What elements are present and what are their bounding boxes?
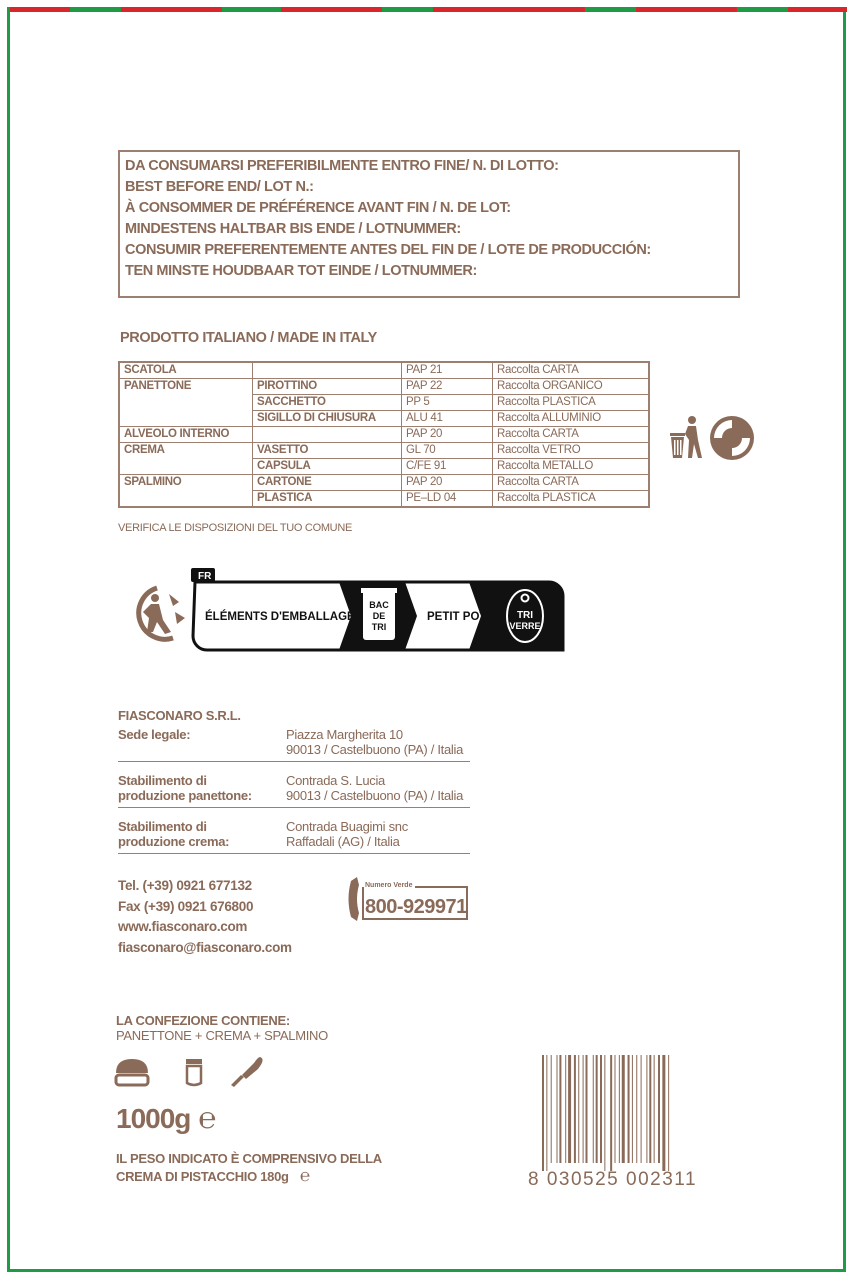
triman-info	[125, 568, 567, 657]
part-cell: SACCHETTO	[253, 395, 402, 411]
value-line: Piazza Margherita 10	[286, 727, 403, 742]
table-row	[119, 411, 649, 427]
table-row	[119, 379, 649, 395]
small-jar-label: PETIT POT	[427, 611, 487, 623]
barcode-digits: 8 030525 002311	[528, 1169, 698, 1189]
barcode-bar	[622, 1055, 625, 1163]
address-label	[118, 773, 286, 803]
recycling-icons	[668, 414, 758, 469]
contact-info	[118, 876, 292, 958]
label-line: Sede legale:	[118, 727, 191, 742]
table-row	[119, 362, 649, 379]
barcode-bar	[593, 1055, 594, 1163]
packaging-label: ÉLÉMENTS D'EMBALLAGE	[205, 611, 355, 623]
best-before-line: BEST BEFORE END/ LOT N.:	[125, 179, 314, 195]
barcode-bar	[632, 1055, 633, 1163]
part-cell	[253, 362, 402, 379]
barcode-bar	[578, 1055, 579, 1163]
estimated-sign-icon: ℮	[299, 1166, 310, 1185]
part-cell: VASETTO	[253, 443, 402, 459]
address-label	[118, 819, 286, 849]
barcode-bar	[628, 1055, 630, 1163]
code-cell: PAP 20	[402, 475, 493, 491]
barcode-bar	[636, 1055, 637, 1163]
contents-icons	[112, 1055, 272, 1094]
barcode	[526, 1055, 716, 1194]
code-cell: PAP 21	[402, 362, 493, 379]
barcode-bar	[568, 1055, 571, 1163]
value-line: Contrada S. Lucia	[286, 773, 385, 788]
address-label	[118, 727, 286, 757]
barcode-bar	[654, 1055, 655, 1163]
code-cell: PP 5	[402, 395, 493, 411]
local-rules-note: VERIFICA LE DISPOSIZIONI DEL TUO COMUNE	[118, 522, 353, 534]
disposal-cell: Raccolta METALLO	[493, 459, 650, 475]
label-line: Stabilimento di	[118, 773, 207, 788]
recycling-table	[118, 361, 650, 508]
address-row	[118, 772, 470, 808]
net-weight	[116, 1102, 215, 1136]
country-code: FR	[198, 571, 212, 582]
label-line: produzione panettone:	[118, 788, 252, 803]
bin-word: DE	[372, 611, 386, 621]
estimated-sign-icon: ℮	[198, 1102, 216, 1135]
weight-note-line: IL PESO INDICATO È COMPRENSIVO DELLA	[116, 1151, 382, 1166]
contents-items: PANETTONE + CREMA + SPALMINO	[116, 1028, 328, 1043]
disposal-cell: Raccolta VETRO	[493, 443, 650, 459]
barcode-bar	[574, 1055, 576, 1163]
package-contents	[116, 1013, 328, 1043]
spreader-icon	[231, 1057, 263, 1087]
part-cell: CARTONE	[253, 475, 402, 491]
jar-icon	[186, 1059, 202, 1085]
address-row	[118, 818, 470, 854]
bin-word: TRI	[516, 610, 534, 621]
address-value	[286, 773, 463, 803]
triman-icon	[139, 588, 185, 639]
best-before-box	[118, 150, 740, 298]
item-cell	[119, 491, 253, 508]
barcode-bar	[649, 1055, 651, 1163]
numero-verde-label: Numero Verde	[365, 882, 413, 889]
barcode-bar	[662, 1055, 665, 1171]
value-line: Contrada Buagimi snc	[286, 819, 408, 834]
code-cell: PAP 22	[402, 379, 493, 395]
disposal-cell: Raccolta CARTA	[493, 427, 650, 443]
barcode-bar	[586, 1055, 588, 1163]
barcode-bar	[551, 1055, 552, 1163]
code-cell: PAP 20	[402, 427, 493, 443]
address-row	[118, 726, 470, 762]
barcode-bar	[646, 1055, 647, 1163]
label-line: Stabilimento di	[118, 819, 207, 834]
best-before-line: MINDESTENS HALTBAR BIS ENDE / LOTNUMMER:	[125, 221, 461, 237]
code-cell: ALU 41	[402, 411, 493, 427]
barcode-bars	[542, 1055, 669, 1171]
item-cell	[119, 411, 253, 427]
address-value	[286, 727, 463, 757]
company-name: FIASCONARO S.R.L.	[118, 708, 241, 723]
barcode-bar	[542, 1055, 544, 1171]
item-cell: CREMA	[119, 443, 253, 459]
barcode-bar	[596, 1055, 598, 1163]
table-row	[119, 395, 649, 411]
table-row	[119, 491, 649, 508]
barcode-bar	[668, 1055, 669, 1171]
barcode-bar	[610, 1055, 612, 1171]
barcode-bar	[641, 1055, 642, 1163]
part-cell: SIGILLO DI CHIUSURA	[253, 411, 402, 427]
barcode-bar	[600, 1055, 602, 1163]
disposal-cell: Raccolta ORGANICO	[493, 379, 650, 395]
barcode-bar	[583, 1055, 584, 1163]
value-line: Raffadali (AG) / Italia	[286, 834, 400, 849]
weight-note-text: CREMA DI PISTACCHIO 180g	[116, 1169, 289, 1184]
disposal-cell: Raccolta CARTA	[493, 362, 650, 379]
disposal-cell: Raccolta PLASTICA	[493, 395, 650, 411]
best-before-line: À CONSOMMER DE PRÉFÉRENCE AVANT FIN / N. DE LOT:	[125, 200, 511, 216]
phone-handset-icon	[349, 877, 360, 921]
barcode-bar	[658, 1055, 660, 1163]
item-cell: SCATOLA	[124, 364, 177, 376]
website-link[interactable]: www.fiasconaro.com	[118, 919, 248, 934]
barcode-bar	[604, 1055, 605, 1171]
table-row	[119, 443, 649, 459]
item-cell: ALVEOLO INTERNO	[119, 427, 253, 443]
item-cell: PANETTONE	[119, 379, 253, 395]
bin-word: TRI	[371, 622, 387, 632]
disposal-cell: Raccolta ALLUMINIO	[493, 411, 650, 427]
disposal-cell: Raccolta PLASTICA	[493, 491, 650, 508]
best-before-line: TEN MINSTE HOUDBAAR TOT EINDE / LOTNUMMER:	[125, 263, 477, 279]
code-cell: C/FE 91	[402, 459, 493, 475]
value-line: 90013 / Castelbuono (PA) / Italia	[286, 788, 464, 803]
numero-verde-number: 800-929971	[365, 896, 467, 918]
weight-note-line	[116, 1167, 382, 1185]
tidyman-bin-icon	[670, 416, 702, 458]
numero-verde-badge	[345, 875, 471, 928]
panettone-icon	[116, 1059, 148, 1085]
table-row	[119, 459, 649, 475]
part-cell: PLASTICA	[253, 491, 402, 508]
barcode-bar	[557, 1055, 558, 1163]
contents-heading: LA CONFEZIONE CONTIENE:	[116, 1013, 290, 1028]
part-cell	[253, 427, 402, 443]
item-cell	[119, 395, 253, 411]
email-link[interactable]: fiasconaro@fiasconaro.com	[118, 939, 292, 955]
barcode-bar	[565, 1055, 566, 1163]
bin-icon	[361, 588, 397, 640]
barcode-bar	[559, 1055, 561, 1163]
italian-flag-stripe	[10, 7, 847, 12]
bin-word: BAC	[369, 600, 389, 610]
best-before-line: DA CONSUMARSI PREFERIBILMENTE ENTRO FINE/ N. DI LOTTO:	[125, 158, 559, 174]
made-in-italy-heading: PRODOTTO ITALIANO / MADE IN ITALY	[120, 330, 377, 346]
barcode-bar	[615, 1055, 616, 1163]
address-value	[286, 819, 408, 849]
label-line: produzione crema:	[118, 834, 230, 849]
green-dot-icon	[710, 416, 754, 460]
value-line: 90013 / Castelbuono (PA) / Italia	[286, 742, 464, 757]
table-row	[119, 427, 649, 443]
part-cell: PIROTTINO	[253, 379, 402, 395]
code-cell: GL 70	[402, 443, 493, 459]
code-cell: PE–LD 04	[402, 491, 493, 508]
weight-note	[116, 1150, 382, 1185]
weight-value: 1000g	[116, 1103, 191, 1134]
barcode-bar	[619, 1055, 620, 1163]
item-cell: SPALMINO	[119, 475, 253, 491]
disposal-cell: Raccolta CARTA	[493, 475, 650, 491]
fax: Fax (+39) 0921 676800	[118, 898, 254, 914]
table-row	[119, 475, 649, 491]
barcode-bar	[546, 1055, 547, 1171]
item-cell	[119, 459, 253, 475]
bin-word: VERRE	[509, 621, 541, 631]
phone: Tel. (+39) 0921 677132	[118, 878, 252, 893]
part-cell: CAPSULA	[253, 459, 402, 475]
company-info	[118, 708, 470, 864]
best-before-line: CONSUMIR PREFERENTEMENTE ANTES DEL FIN DE / LOTE DE PRODUCCIÓN:	[125, 242, 651, 258]
